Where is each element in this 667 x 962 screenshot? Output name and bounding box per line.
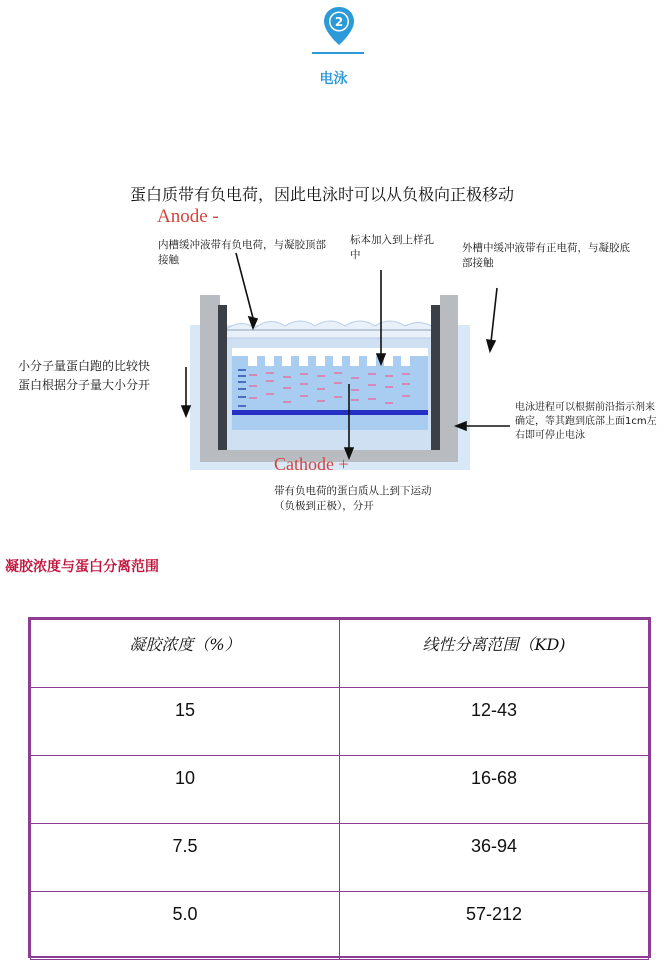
step-number: 2	[334, 15, 344, 29]
dye-front	[232, 410, 428, 415]
tank-wall-left	[200, 295, 220, 460]
table	[30, 619, 649, 960]
table-section-heading: 凝胶浓度与蛋白分离范围	[5, 559, 159, 575]
location-pin-icon	[322, 6, 356, 46]
table-row	[31, 756, 649, 824]
arrow-outer-buffer-head	[487, 340, 495, 351]
gel-slab	[232, 348, 428, 430]
note-small-protein-line2: 蛋白根据分子量大小分开	[18, 378, 151, 392]
note-migration: 带有负电荷的蛋白质从上到下运动（负极到正极），分开	[274, 485, 432, 512]
cell-concentration: 15	[31, 688, 340, 756]
arrow-small-protein-head	[182, 406, 190, 416]
cell-range: 16-68	[340, 756, 649, 824]
gel-concentration-table	[28, 617, 651, 958]
header-separation-range: 线性分离范围（KD)	[340, 620, 649, 688]
electrode-right	[431, 305, 440, 450]
cell-concentration: 5.0	[31, 892, 340, 960]
table-row	[31, 892, 649, 960]
arrow-outer-buffer	[491, 288, 497, 342]
diagram-title: 蛋白质带有负电荷，因此电泳时可以从负极向正极移动	[130, 185, 515, 204]
section-title: 电泳	[319, 71, 348, 87]
table-row	[31, 824, 649, 892]
cell-concentration: 10	[31, 756, 340, 824]
gel-top	[232, 348, 428, 356]
cell-range: 57-212	[340, 892, 649, 960]
note-progress: 电泳进程可以根据前沿指示剂来确定，等其跑到底部上面1cm左右即可停止电泳	[515, 402, 657, 441]
cell-range: 36-94	[340, 824, 649, 892]
cathode-label: Cathode +	[274, 454, 349, 474]
cell-range: 12-43	[340, 688, 649, 756]
note-outer-buffer: 外槽中缓冲液带有正电荷，与凝胶底部接触	[462, 242, 630, 269]
table-header-row	[31, 620, 649, 688]
anode-label: Anode -	[157, 206, 219, 227]
note-sample: 标本加入到上样孔中	[350, 234, 434, 261]
header-divider	[312, 52, 364, 54]
electrophoresis-diagram	[0, 170, 667, 520]
header-gel-concentration: 凝胶浓度（%）	[31, 620, 340, 688]
table-row	[31, 688, 649, 756]
section-header	[0, 0, 667, 100]
tank-wall-right	[440, 295, 458, 460]
electrode-left	[218, 305, 227, 450]
note-inner-buffer: 内槽缓冲液带有负电荷，与凝胶顶部接触	[158, 239, 326, 266]
note-small-protein-line1: 小分子量蛋白跑的比较快	[18, 359, 151, 373]
cell-concentration: 7.5	[31, 824, 340, 892]
note-small-protein	[18, 357, 190, 395]
